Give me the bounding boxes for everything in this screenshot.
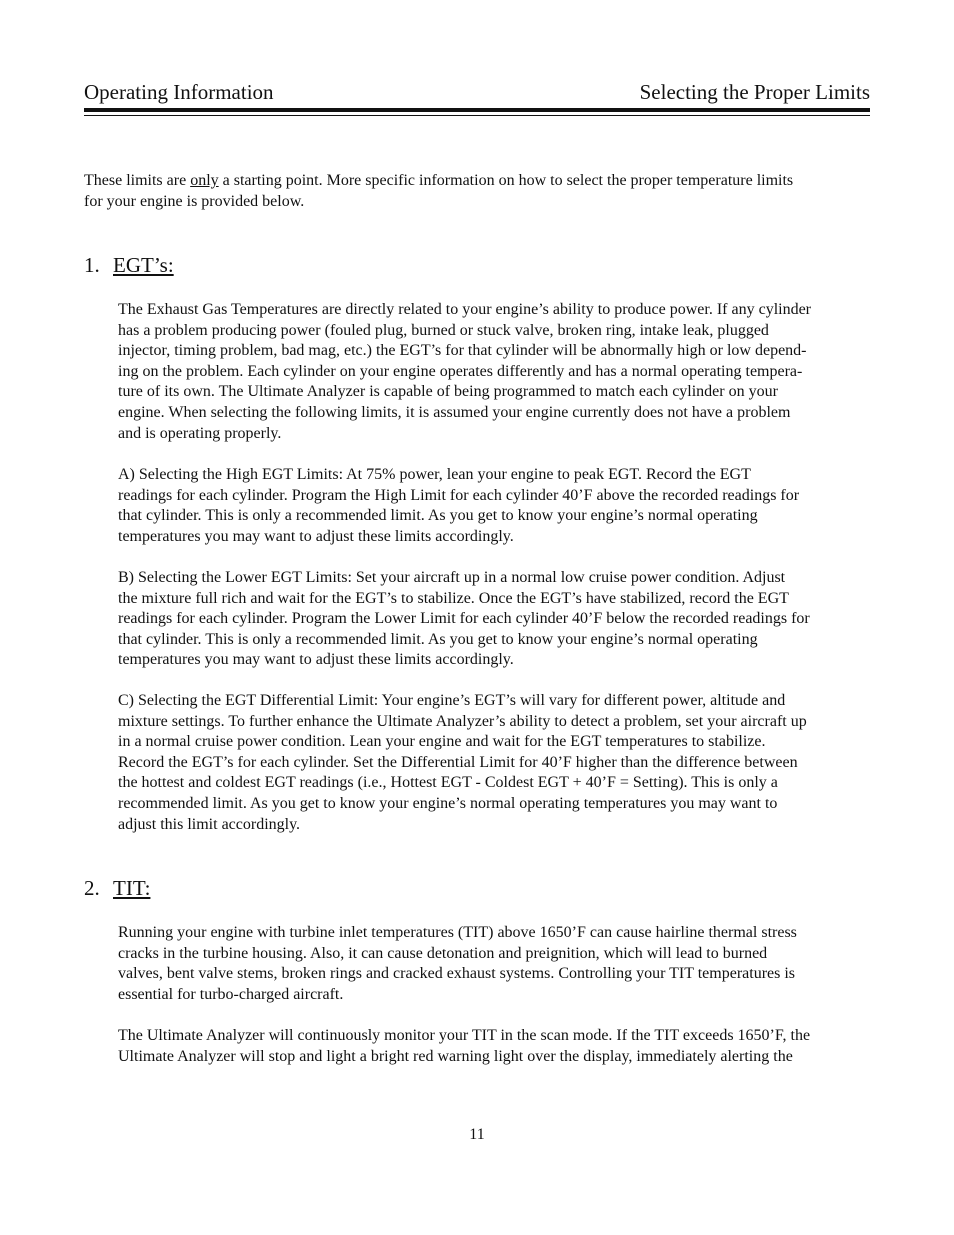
paragraph-line: B) Selecting the Lower EGT Limits: Set your aircraft up in a normal low cruise power condition. Adjust <box>118 569 786 586</box>
page-header <box>84 80 870 110</box>
egt-intro-paragraph <box>118 300 872 444</box>
paragraph-line: in a normal cruise power condition. Lean your engine and wait for the EGT temperatures to stabilize. <box>118 733 766 751</box>
paragraph-line: Ultimate Analyzer will stop and light a bright red warning light over the display, immediately alerting the <box>118 1047 793 1065</box>
intro-text-after: a starting point. More specific information on how to select the proper temperature limits <box>218 172 794 189</box>
paragraph-line: readings for each cylinder. Program the High Limit for each cylinder 40’F above the recorded readings for <box>118 486 800 504</box>
paragraph-line: injector, timing problem, bad mag, etc.) the EGT’s for that cylinder will be abnormally high or low depend- <box>118 342 807 360</box>
paragraph-line: temperatures you may want to adjust these limits accordingly. <box>118 527 514 545</box>
intro-emphasis: only <box>190 172 219 189</box>
section-title: TIT: <box>113 876 151 900</box>
paragraph-line: mixture settings. To further enhance the Ultimate Analyzer’s ability to detect a problem, set your aircraft up <box>118 712 807 730</box>
egt-high-limit-paragraph <box>118 465 872 547</box>
paragraph-line: has a problem producing power (fouled plug, burned or stuck valve, broken ring, intake leak, plugged <box>118 321 769 339</box>
paragraph-line: engine. When selecting the following limits, it is assumed your engine currently does not have a problem <box>118 403 791 421</box>
paragraph-line: that cylinder. This is only a recommended limit. As you get to know your engine’s normal operating <box>118 507 758 525</box>
paragraph-line: ing on the problem. Each cylinder on your engine operates differently and has a normal operating tempera- <box>118 362 803 380</box>
paragraph-line: the mixture full rich and wait for the EGT’s to stabilize. Once the EGT’s have stabilized, record the EGT <box>118 589 789 607</box>
paragraph-line: Running your engine with turbine inlet temperatures (TIT) above 1650’F can cause hairline thermal stress <box>118 924 797 941</box>
paragraph-line: that cylinder. This is only a recommended limit. As you get to know your engine’s normal operating <box>118 630 758 648</box>
egt-differential-limit-paragraph <box>118 691 872 835</box>
paragraph-line: readings for each cylinder. Program the Lower Limit for each cylinder 40’F below the recorded readings for <box>118 610 810 628</box>
paragraph-line: temperatures you may want to adjust these limits accordingly. <box>118 651 514 669</box>
paragraph-line: The Exhaust Gas Temperatures are directly related to your engine’s ability to produce power. If any cylinder <box>118 301 812 318</box>
intro-paragraph <box>84 171 870 212</box>
paragraph-line: essential for turbo-charged aircraft. <box>118 985 344 1003</box>
egt-lower-limit-paragraph <box>118 568 872 671</box>
section-heading-tit <box>84 876 150 901</box>
header-rule-thick <box>84 108 870 112</box>
paragraph-line: valves, bent valve stems, broken rings and cracked exhaust systems. Controlling your TIT temperatures is <box>118 965 796 983</box>
paragraph-line: The Ultimate Analyzer will continuously monitor your TIT in the scan mode. If the TIT exceeds 1650’F, the <box>118 1027 811 1044</box>
header-section-title: Operating Information <box>84 80 274 104</box>
intro-text-before: These limits are <box>84 172 191 189</box>
intro-line-1 <box>84 171 870 192</box>
tit-intro-paragraph <box>118 923 872 1005</box>
header-rule-thin <box>84 115 870 116</box>
paragraph-line: adjust this limit accordingly. <box>118 815 301 833</box>
paragraph-line: A) Selecting the High EGT Limits: At 75% power, lean your engine to peak EGT. Record the EGT <box>118 466 751 483</box>
section-heading-egt <box>84 253 174 278</box>
paragraph-line: recommended limit. As you get to know your engine’s normal operating temperatures you may want to <box>118 794 778 812</box>
paragraph-line: Record the EGT’s for each cylinder. Set the Differential Limit for 40’F higher than the difference between <box>118 753 798 771</box>
section-title: EGT’s: <box>113 253 174 277</box>
header-topic-title: Selecting the Proper Limits <box>639 80 870 104</box>
paragraph-line: cracks in the turbine housing. Also, it can cause detonation and preignition, which will lead to burned <box>118 944 768 962</box>
intro-line-2: for your engine is provided below. <box>84 192 305 210</box>
paragraph-line: the hottest and coldest EGT readings (i.e., Hottest EGT - Coldest EGT + 40’F = Setting). This is only a <box>118 774 778 792</box>
tit-monitor-paragraph <box>118 1026 872 1067</box>
section-number: 1. <box>84 253 100 277</box>
paragraph-line: and is operating properly. <box>118 424 282 442</box>
page-number: 11 <box>469 1126 485 1143</box>
section-number: 2. <box>84 876 100 900</box>
paragraph-line: C) Selecting the EGT Differential Limit: Your engine’s EGT’s will vary for different power, altitude and <box>118 692 786 709</box>
paragraph-line: ture of its own. The Ultimate Analyzer is capable of being programmed to match each cylinder on your <box>118 383 778 401</box>
